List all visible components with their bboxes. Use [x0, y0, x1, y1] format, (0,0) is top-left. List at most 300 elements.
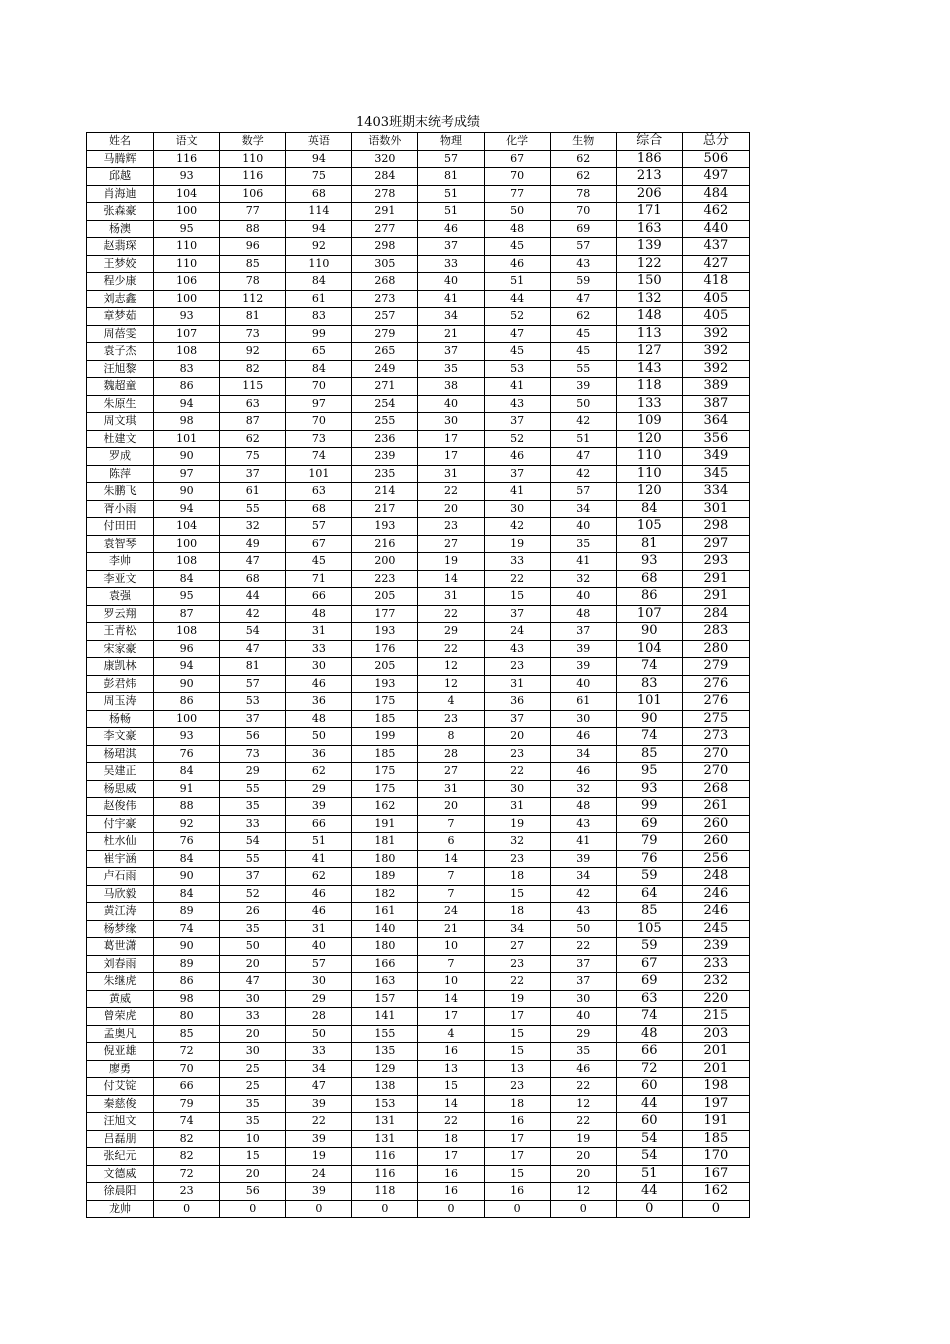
- cell-math: 44: [220, 588, 286, 606]
- header-cell-biology: 生物: [550, 133, 616, 151]
- cell-science-total: 113: [616, 325, 682, 343]
- table-row: [87, 903, 750, 921]
- table-row: [87, 168, 750, 186]
- cell-name: 吕磊朋: [87, 1130, 154, 1148]
- cell-science-total: 143: [616, 360, 682, 378]
- cell-chemistry: 18: [484, 868, 550, 886]
- cell-physics: 41: [418, 290, 484, 308]
- cell-grand-total: 506: [682, 150, 749, 168]
- cell-grand-total: 198: [682, 1078, 749, 1096]
- cell-chemistry: 67: [484, 150, 550, 168]
- cell-name: 赵翡琛: [87, 238, 154, 256]
- cell-chinese: 72: [154, 1165, 220, 1183]
- cell-physics: 31: [418, 588, 484, 606]
- cell-biology: 42: [550, 885, 616, 903]
- cell-english: 114: [286, 203, 352, 221]
- cell-chemistry: 52: [484, 308, 550, 326]
- cell-biology: 37: [550, 973, 616, 991]
- cell-main-three: 298: [352, 238, 418, 256]
- cell-chinese: 93: [154, 728, 220, 746]
- table-row: [87, 308, 750, 326]
- cell-chemistry: 22: [484, 973, 550, 991]
- cell-english: 29: [286, 990, 352, 1008]
- cell-main-three: 193: [352, 675, 418, 693]
- cell-chinese: 90: [154, 448, 220, 466]
- cell-chinese: 79: [154, 1095, 220, 1113]
- cell-grand-total: 220: [682, 990, 749, 1008]
- table-row: [87, 273, 750, 291]
- cell-chemistry: 20: [484, 728, 550, 746]
- cell-name: 龙帅: [87, 1200, 154, 1218]
- cell-science-total: 54: [616, 1130, 682, 1148]
- table-row: [87, 395, 750, 413]
- cell-english: 31: [286, 623, 352, 641]
- cell-main-three: 175: [352, 763, 418, 781]
- cell-chinese: 90: [154, 675, 220, 693]
- cell-chinese: 74: [154, 1113, 220, 1131]
- cell-math: 55: [220, 850, 286, 868]
- cell-grand-total: 284: [682, 605, 749, 623]
- cell-science-total: 85: [616, 745, 682, 763]
- cell-grand-total: 418: [682, 273, 749, 291]
- table-row: [87, 325, 750, 343]
- cell-name: 付田田: [87, 518, 154, 536]
- cell-chemistry: 43: [484, 640, 550, 658]
- cell-math: 106: [220, 185, 286, 203]
- cell-name: 付艾锭: [87, 1078, 154, 1096]
- cell-science-total: 107: [616, 605, 682, 623]
- cell-chemistry: 23: [484, 1078, 550, 1096]
- cell-grand-total: 301: [682, 500, 749, 518]
- cell-english: 61: [286, 290, 352, 308]
- cell-main-three: 140: [352, 920, 418, 938]
- cell-physics: 14: [418, 990, 484, 1008]
- cell-physics: 14: [418, 850, 484, 868]
- cell-chinese: 86: [154, 378, 220, 396]
- cell-science-total: 93: [616, 553, 682, 571]
- cell-name: 王青松: [87, 623, 154, 641]
- cell-chinese: 107: [154, 325, 220, 343]
- cell-chemistry: 23: [484, 658, 550, 676]
- cell-chemistry: 13: [484, 1060, 550, 1078]
- cell-grand-total: 270: [682, 763, 749, 781]
- cell-name: 周玉涛: [87, 693, 154, 711]
- cell-name: 倪亚雄: [87, 1043, 154, 1061]
- cell-math: 54: [220, 833, 286, 851]
- cell-chinese: 90: [154, 483, 220, 501]
- cell-math: 30: [220, 990, 286, 1008]
- cell-english: 40: [286, 938, 352, 956]
- cell-chemistry: 27: [484, 938, 550, 956]
- cell-science-total: 81: [616, 535, 682, 553]
- cell-main-three: 191: [352, 815, 418, 833]
- cell-main-three: 116: [352, 1165, 418, 1183]
- cell-english: 51: [286, 833, 352, 851]
- cell-grand-total: 392: [682, 325, 749, 343]
- cell-math: 77: [220, 203, 286, 221]
- cell-grand-total: 0: [682, 1200, 749, 1218]
- cell-chemistry: 53: [484, 360, 550, 378]
- cell-main-three: 217: [352, 500, 418, 518]
- cell-physics: 21: [418, 920, 484, 938]
- cell-physics: 12: [418, 675, 484, 693]
- cell-biology: 39: [550, 658, 616, 676]
- cell-english: 41: [286, 850, 352, 868]
- cell-chemistry: 31: [484, 798, 550, 816]
- table-row: [87, 238, 750, 256]
- cell-chemistry: 22: [484, 763, 550, 781]
- cell-biology: 59: [550, 273, 616, 291]
- cell-physics: 7: [418, 815, 484, 833]
- cell-main-three: 305: [352, 255, 418, 273]
- cell-main-three: 223: [352, 570, 418, 588]
- table-row: [87, 1025, 750, 1043]
- cell-biology: 47: [550, 290, 616, 308]
- table-row: [87, 588, 750, 606]
- cell-science-total: 74: [616, 728, 682, 746]
- cell-main-three: 161: [352, 903, 418, 921]
- table-row: [87, 1095, 750, 1113]
- cell-math: 47: [220, 640, 286, 658]
- cell-physics: 51: [418, 203, 484, 221]
- cell-english: 94: [286, 150, 352, 168]
- cell-chemistry: 77: [484, 185, 550, 203]
- cell-math: 53: [220, 693, 286, 711]
- cell-chemistry: 51: [484, 273, 550, 291]
- cell-main-three: 141: [352, 1008, 418, 1026]
- cell-main-three: 255: [352, 413, 418, 431]
- cell-main-three: 155: [352, 1025, 418, 1043]
- cell-science-total: 44: [616, 1095, 682, 1113]
- cell-math: 55: [220, 500, 286, 518]
- cell-name: 肖海迪: [87, 185, 154, 203]
- cell-chemistry: 19: [484, 535, 550, 553]
- cell-grand-total: 392: [682, 360, 749, 378]
- cell-chinese: 90: [154, 868, 220, 886]
- cell-math: 20: [220, 1165, 286, 1183]
- cell-grand-total: 276: [682, 693, 749, 711]
- cell-biology: 47: [550, 448, 616, 466]
- cell-name: 罗云翔: [87, 605, 154, 623]
- cell-chinese: 84: [154, 763, 220, 781]
- cell-name: 彭君炜: [87, 675, 154, 693]
- cell-chemistry: 23: [484, 850, 550, 868]
- cell-english: 99: [286, 325, 352, 343]
- cell-science-total: 54: [616, 1148, 682, 1166]
- cell-grand-total: 497: [682, 168, 749, 186]
- cell-grand-total: 405: [682, 308, 749, 326]
- cell-physics: 16: [418, 1183, 484, 1201]
- cell-physics: 4: [418, 1025, 484, 1043]
- cell-chemistry: 22: [484, 570, 550, 588]
- cell-chinese: 82: [154, 1130, 220, 1148]
- cell-science-total: 66: [616, 1043, 682, 1061]
- cell-biology: 35: [550, 535, 616, 553]
- cell-science-total: 79: [616, 833, 682, 851]
- cell-physics: 0: [418, 1200, 484, 1218]
- cell-grand-total: 201: [682, 1060, 749, 1078]
- cell-biology: 34: [550, 868, 616, 886]
- cell-physics: 12: [418, 658, 484, 676]
- cell-chinese: 76: [154, 745, 220, 763]
- cell-grand-total: 298: [682, 518, 749, 536]
- cell-grand-total: 279: [682, 658, 749, 676]
- cell-biology: 46: [550, 728, 616, 746]
- cell-physics: 57: [418, 150, 484, 168]
- cell-chinese: 93: [154, 308, 220, 326]
- cell-chemistry: 18: [484, 1095, 550, 1113]
- cell-grand-total: 261: [682, 798, 749, 816]
- cell-math: 35: [220, 798, 286, 816]
- cell-grand-total: 387: [682, 395, 749, 413]
- cell-main-three: 131: [352, 1113, 418, 1131]
- cell-math: 20: [220, 955, 286, 973]
- cell-english: 39: [286, 798, 352, 816]
- table-row: [87, 448, 750, 466]
- cell-physics: 6: [418, 833, 484, 851]
- cell-english: 34: [286, 1060, 352, 1078]
- table-row: [87, 938, 750, 956]
- table-row: [87, 833, 750, 851]
- header-cell-grand-total: 总分: [682, 133, 749, 151]
- cell-physics: 40: [418, 395, 484, 413]
- cell-grand-total: 246: [682, 903, 749, 921]
- cell-physics: 22: [418, 640, 484, 658]
- cell-chemistry: 17: [484, 1148, 550, 1166]
- cell-chemistry: 37: [484, 710, 550, 728]
- cell-math: 54: [220, 623, 286, 641]
- cell-main-three: 268: [352, 273, 418, 291]
- cell-chemistry: 16: [484, 1113, 550, 1131]
- cell-chemistry: 19: [484, 815, 550, 833]
- cell-science-total: 120: [616, 430, 682, 448]
- cell-grand-total: 239: [682, 938, 749, 956]
- cell-english: 57: [286, 955, 352, 973]
- cell-chinese: 96: [154, 640, 220, 658]
- cell-science-total: 99: [616, 798, 682, 816]
- cell-main-three: 163: [352, 973, 418, 991]
- cell-name: 李帅: [87, 553, 154, 571]
- cell-math: 55: [220, 780, 286, 798]
- cell-chemistry: 23: [484, 745, 550, 763]
- cell-main-three: 180: [352, 850, 418, 868]
- cell-name: 周文琪: [87, 413, 154, 431]
- table-row: [87, 955, 750, 973]
- cell-science-total: 0: [616, 1200, 682, 1218]
- table-row: [87, 1165, 750, 1183]
- cell-biology: 42: [550, 413, 616, 431]
- cell-grand-total: 345: [682, 465, 749, 483]
- cell-main-three: 138: [352, 1078, 418, 1096]
- cell-biology: 45: [550, 343, 616, 361]
- cell-science-total: 44: [616, 1183, 682, 1201]
- cell-biology: 0: [550, 1200, 616, 1218]
- table-row: [87, 1113, 750, 1131]
- cell-physics: 10: [418, 973, 484, 991]
- table-row: [87, 220, 750, 238]
- cell-chinese: 84: [154, 850, 220, 868]
- cell-physics: 28: [418, 745, 484, 763]
- cell-math: 87: [220, 413, 286, 431]
- cell-english: 36: [286, 693, 352, 711]
- table-row: [87, 675, 750, 693]
- cell-physics: 17: [418, 430, 484, 448]
- cell-math: 50: [220, 938, 286, 956]
- cell-math: 20: [220, 1025, 286, 1043]
- header-cell-chemistry: 化学: [484, 133, 550, 151]
- table-row: [87, 570, 750, 588]
- cell-english: 29: [286, 780, 352, 798]
- header-cell-english: 英语: [286, 133, 352, 151]
- cell-main-three: 265: [352, 343, 418, 361]
- cell-math: 37: [220, 868, 286, 886]
- cell-chemistry: 32: [484, 833, 550, 851]
- cell-name: 黄江涛: [87, 903, 154, 921]
- cell-chinese: 72: [154, 1043, 220, 1061]
- cell-chemistry: 23: [484, 955, 550, 973]
- cell-grand-total: 170: [682, 1148, 749, 1166]
- table-row: [87, 1078, 750, 1096]
- cell-name: 朱继虎: [87, 973, 154, 991]
- cell-chinese: 95: [154, 588, 220, 606]
- cell-math: 47: [220, 973, 286, 991]
- cell-math: 115: [220, 378, 286, 396]
- cell-chemistry: 45: [484, 343, 550, 361]
- cell-chinese: 93: [154, 168, 220, 186]
- table-row: [87, 1148, 750, 1166]
- cell-physics: 35: [418, 360, 484, 378]
- header-cell-main-three: 语数外: [352, 133, 418, 151]
- cell-biology: 37: [550, 623, 616, 641]
- cell-science-total: 118: [616, 378, 682, 396]
- cell-grand-total: 197: [682, 1095, 749, 1113]
- cell-math: 0: [220, 1200, 286, 1218]
- cell-math: 73: [220, 325, 286, 343]
- cell-main-three: 193: [352, 518, 418, 536]
- cell-math: 33: [220, 815, 286, 833]
- cell-biology: 22: [550, 1078, 616, 1096]
- cell-english: 73: [286, 430, 352, 448]
- cell-chinese: 76: [154, 833, 220, 851]
- cell-main-three: 216: [352, 535, 418, 553]
- cell-math: 26: [220, 903, 286, 921]
- cell-math: 37: [220, 710, 286, 728]
- cell-main-three: 254: [352, 395, 418, 413]
- cell-chinese: 95: [154, 220, 220, 238]
- cell-english: 110: [286, 255, 352, 273]
- cell-science-total: 104: [616, 640, 682, 658]
- cell-main-three: 199: [352, 728, 418, 746]
- cell-grand-total: 270: [682, 745, 749, 763]
- cell-chemistry: 37: [484, 605, 550, 623]
- cell-name: 朱鹏飞: [87, 483, 154, 501]
- cell-physics: 16: [418, 1043, 484, 1061]
- cell-biology: 78: [550, 185, 616, 203]
- cell-chinese: 106: [154, 273, 220, 291]
- cell-math: 68: [220, 570, 286, 588]
- cell-chinese: 101: [154, 430, 220, 448]
- cell-math: 35: [220, 1095, 286, 1113]
- cell-biology: 39: [550, 378, 616, 396]
- cell-chinese: 86: [154, 693, 220, 711]
- cell-physics: 7: [418, 885, 484, 903]
- table-row: [87, 710, 750, 728]
- cell-biology: 69: [550, 220, 616, 238]
- cell-physics: 23: [418, 518, 484, 536]
- cell-grand-total: 275: [682, 710, 749, 728]
- cell-main-three: 189: [352, 868, 418, 886]
- cell-english: 28: [286, 1008, 352, 1026]
- cell-grand-total: 392: [682, 343, 749, 361]
- table-row: [87, 623, 750, 641]
- cell-biology: 57: [550, 483, 616, 501]
- cell-english: 92: [286, 238, 352, 256]
- cell-grand-total: 268: [682, 780, 749, 798]
- cell-name: 廖勇: [87, 1060, 154, 1078]
- cell-biology: 46: [550, 1060, 616, 1078]
- cell-name: 杜建文: [87, 430, 154, 448]
- cell-science-total: 76: [616, 850, 682, 868]
- cell-english: 97: [286, 395, 352, 413]
- table-row: [87, 728, 750, 746]
- cell-science-total: 171: [616, 203, 682, 221]
- cell-english: 68: [286, 500, 352, 518]
- cell-grand-total: 245: [682, 920, 749, 938]
- cell-math: 56: [220, 1183, 286, 1201]
- cell-biology: 34: [550, 500, 616, 518]
- cell-math: 52: [220, 885, 286, 903]
- table-row: [87, 973, 750, 991]
- cell-name: 曾荣虎: [87, 1008, 154, 1026]
- cell-grand-total: 201: [682, 1043, 749, 1061]
- cell-biology: 32: [550, 780, 616, 798]
- cell-name: 杨思威: [87, 780, 154, 798]
- cell-main-three: 175: [352, 693, 418, 711]
- table-row: [87, 763, 750, 781]
- cell-science-total: 68: [616, 570, 682, 588]
- cell-chemistry: 37: [484, 465, 550, 483]
- cell-chinese: 110: [154, 238, 220, 256]
- cell-physics: 8: [418, 728, 484, 746]
- cell-science-total: 86: [616, 588, 682, 606]
- cell-main-three: 239: [352, 448, 418, 466]
- cell-biology: 30: [550, 710, 616, 728]
- cell-science-total: 206: [616, 185, 682, 203]
- cell-name: 卢石雨: [87, 868, 154, 886]
- cell-physics: 30: [418, 413, 484, 431]
- table-row: [87, 343, 750, 361]
- cell-science-total: 122: [616, 255, 682, 273]
- cell-biology: 41: [550, 833, 616, 851]
- cell-grand-total: 283: [682, 623, 749, 641]
- cell-english: 65: [286, 343, 352, 361]
- cell-english: 39: [286, 1183, 352, 1201]
- cell-chinese: 108: [154, 623, 220, 641]
- cell-grand-total: 291: [682, 570, 749, 588]
- table-row: [87, 815, 750, 833]
- cell-physics: 34: [418, 308, 484, 326]
- table-row: [87, 658, 750, 676]
- cell-chinese: 108: [154, 553, 220, 571]
- cell-science-total: 133: [616, 395, 682, 413]
- cell-main-three: 182: [352, 885, 418, 903]
- cell-chinese: 70: [154, 1060, 220, 1078]
- cell-english: 19: [286, 1148, 352, 1166]
- cell-biology: 34: [550, 745, 616, 763]
- cell-english: 47: [286, 1078, 352, 1096]
- cell-physics: 14: [418, 570, 484, 588]
- cell-physics: 51: [418, 185, 484, 203]
